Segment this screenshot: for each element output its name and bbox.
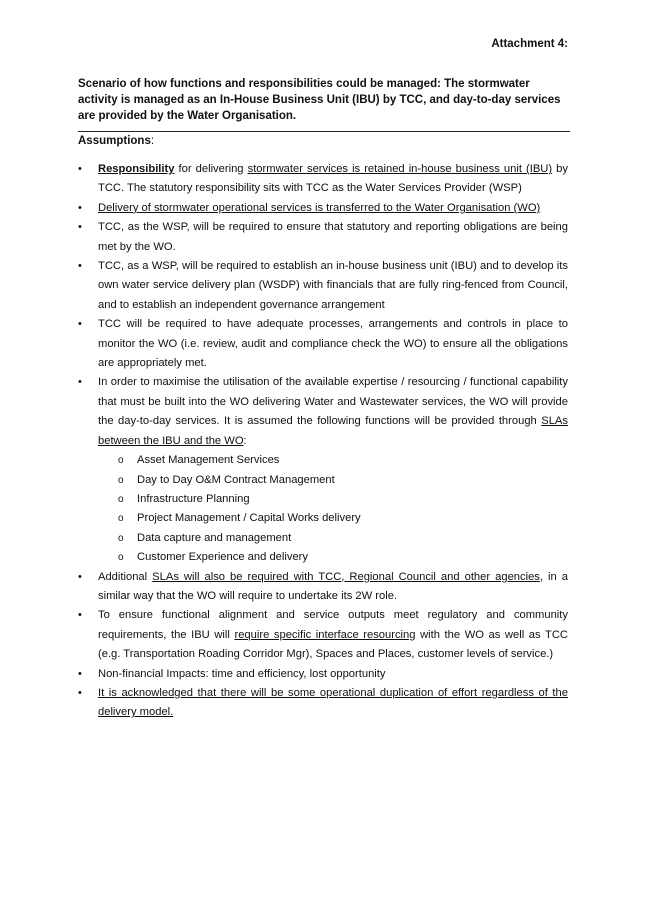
- circle-bullet-icon: o: [118, 513, 124, 525]
- bullet-text-underlined: SLAs will also be required with TCC, Regional Council and other agencies: [152, 570, 540, 583]
- list-item: [78, 568, 568, 607]
- bullet-text: To ensure functional alignment and service outputs meet regulatory and community requirements, the IBU will: [98, 609, 568, 641]
- bullet-text: Non-financial Impacts: time and efficiency, lost opportunity: [98, 667, 386, 680]
- circle-bullet-icon: o: [118, 493, 124, 505]
- sub-list-item: [98, 451, 568, 470]
- list-item: [78, 684, 568, 723]
- bullet-text: TCC, as the WSP, will be required to ensure that statutory and reporting obligations are being met by the WO.: [98, 221, 568, 253]
- bullet-icon: •: [78, 570, 82, 583]
- title-divider: [78, 131, 570, 132]
- bullet-icon: •: [78, 667, 82, 680]
- assumptions-label: Assumptions: [78, 135, 151, 147]
- bullet-text: with the WO as well as TCC (e.g. Transportation Roading Corridor Mgr), Spaces and Places, customer levels of service.): [98, 628, 568, 661]
- bullet-text-underlined: It is acknowledged that there will be some operational duplication of effort regardless of the delivery model.: [98, 686, 568, 719]
- circle-bullet-icon: o: [118, 455, 124, 467]
- list-item: [78, 315, 568, 373]
- sub-item-text: Infrastructure Planning: [137, 492, 250, 505]
- bullet-text-underlined: Delivery of stormwater operational services is transferred to the Water Organisation (WO): [98, 201, 541, 214]
- list-item: [78, 606, 568, 664]
- sub-list-item: [98, 490, 568, 509]
- sub-list-item: [98, 548, 568, 567]
- bullet-icon: •: [78, 609, 82, 622]
- sub-item-text: Customer Experience and delivery: [137, 551, 309, 564]
- bullet-icon: •: [78, 686, 82, 699]
- bullet-text-bold: Responsibility: [98, 163, 175, 175]
- sub-item-text: Day to Day O&M Contract Management: [137, 473, 335, 486]
- list-item: [78, 665, 568, 684]
- bullet-text: for delivering: [174, 163, 248, 175]
- bullet-icon: •: [78, 221, 82, 234]
- circle-bullet-icon: o: [118, 552, 124, 564]
- sub-item-text: Project Management / Capital Works delivery: [137, 512, 361, 525]
- bullet-text: :: [243, 434, 247, 447]
- sub-list-item: [98, 529, 568, 548]
- list-item: [78, 218, 568, 257]
- assumptions-heading: [78, 133, 154, 149]
- bullet-text: In order to maximise the utilisation of the available expertise / resourcing / functional capability that must be built into the WO delivering Water and Wastewater services, the WO will provide the day-to-day services. It is assumed the following functions will be provided through: [98, 376, 568, 428]
- bullet-icon: •: [78, 163, 82, 175]
- bullet-icon: •: [78, 376, 82, 389]
- bullet-text: , in a similar way that the WO will require to undertake its 2W role.: [98, 570, 568, 602]
- bullet-text: TCC will be required to have adequate processes, arrangements and controls in place to monitor the WO (i.e. review, audit and compliance check the WO) to ensure all the obligations are appropriately met.: [98, 318, 568, 370]
- bullet-icon: •: [78, 260, 82, 273]
- sub-list-item: [98, 509, 568, 528]
- list-item: [78, 160, 568, 199]
- sub-item-text: Data capture and management: [137, 531, 292, 544]
- bullet-text-underlined: require specific interface resourcing: [234, 628, 416, 641]
- list-item: [78, 257, 568, 315]
- sub-item-text: Asset Management Services: [137, 454, 280, 467]
- sub-list-item: [98, 471, 568, 490]
- list-item: [78, 373, 568, 567]
- list-item: [78, 199, 568, 218]
- bullet-text: Additional: [98, 570, 153, 583]
- bullet-text: TCC, as a WSP, will be required to establish an in-house business unit (IBU) and to develop its own water service delivery plan (WSDP) with financials that are fully ring-fenced from Council, and to establish an independent governance arrangement: [98, 260, 568, 311]
- bullet-icon: •: [78, 318, 82, 331]
- scenario-title: Scenario of how functions and responsibilities could be managed: The stormwater activity is managed as an In-House Business Unit (IBU) by TCC, and day-to-day services are provided by the Water Organisation.: [78, 78, 561, 122]
- bullet-text-underlined: SLAs between the IBU and the WO: [98, 415, 568, 447]
- attachment-label: Attachment 4:: [491, 38, 568, 50]
- assumptions-list: [78, 160, 568, 723]
- circle-bullet-icon: o: [118, 532, 124, 544]
- bullet-text-underlined: stormwater services is retained in-house business unit (IBU): [247, 163, 553, 175]
- circle-bullet-icon: o: [118, 474, 124, 486]
- bullet-icon: •: [78, 201, 82, 214]
- assumptions-colon: :: [150, 135, 155, 147]
- bullet-text: by TCC. The statutory responsibility sits with TCC as the Water Services Provider (WSP): [98, 163, 568, 195]
- functions-sublist: [98, 451, 568, 567]
